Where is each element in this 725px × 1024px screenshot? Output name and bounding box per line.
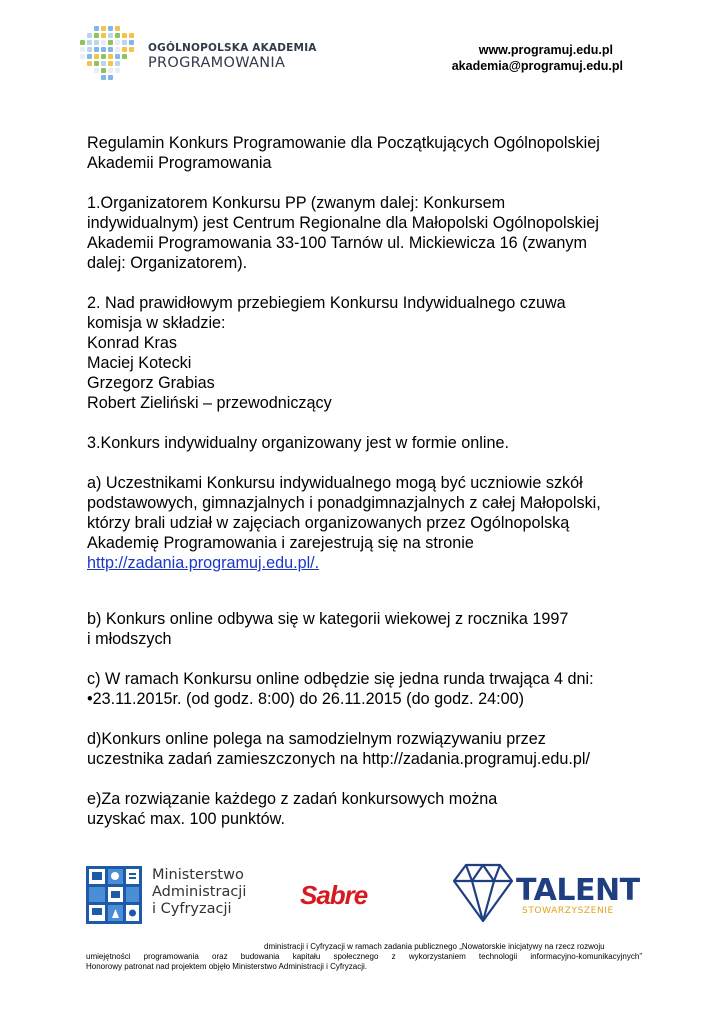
logo-tile [87, 61, 92, 66]
ministry-logo [86, 866, 256, 926]
logo-tile [80, 54, 85, 59]
sabre-wordmark: Sabre [300, 880, 368, 910]
regulations-text [87, 133, 647, 829]
logo-tile [101, 47, 106, 52]
doc-title: Akademii Programowania [87, 154, 272, 172]
committee-member: Maciej Kotecki [87, 354, 192, 372]
logo-subtitle: PROGRAMOWANIA [148, 55, 286, 71]
logo-tile [101, 61, 106, 66]
date-range: 23.11.2015r. (od godz. 8:00) do 26.11.2015 (do godz. 24:00) [92, 690, 525, 708]
funding-note-line: dministracji i Cyfryzacji w ramach zadania publicznego „Nowatorskie inicjatywy na rzecz rozwoju [264, 942, 605, 951]
logo-tile [94, 26, 99, 31]
logo-tile [108, 40, 113, 45]
logo-tile [129, 33, 134, 38]
logo-tile [94, 33, 99, 38]
paragraph-3: 3.Konkurs indywidualny organizowany jest w formie online. [87, 434, 509, 452]
logo-tile [94, 61, 99, 66]
logo-tile [115, 68, 120, 73]
point-a: Akademię Programowania i zarejestrują się na stronie [87, 534, 474, 552]
ministry-name: i Cyfryzacji [152, 901, 232, 917]
paragraph-1: dalej: Organizatorem). [87, 254, 248, 272]
point-c: c) W ramach Konkursu online odbędzie się jedna runda trwająca 4 dni: [87, 670, 594, 688]
logo-tile [108, 75, 113, 80]
logo-tile [87, 40, 92, 45]
paragraph-1: Akademii Programowania 33-100 Tarnów ul. Mickiewicza 16 (zwanym [87, 234, 587, 252]
committee-member: Grzegorz Grabias [87, 374, 215, 392]
tasks-link[interactable]: http://zadania.programuj.edu.pl/. [87, 554, 320, 572]
logo-tile [122, 40, 127, 45]
talent-wordmark: TALENT [516, 873, 640, 908]
logo-tile [94, 47, 99, 52]
funding-note-line: umiejętności programowania oraz budowania kapitału społecznego z wykorzystaniem technologii informacyjno-komunikacyjnych” [86, 952, 642, 961]
logo-tile [115, 33, 120, 38]
paragraph-1: indywidualnym) jest Centrum Regionalne dla Małopolski Ogólnopolskiej [87, 214, 599, 232]
logo-tile [115, 61, 120, 66]
logo-tile [129, 47, 134, 52]
point-b: b) Konkurs online odbywa się w kategorii wiekowej z rocznika 1997 [87, 610, 569, 628]
logo-tile [94, 68, 99, 73]
point-a: którzy brali udział w zajęciach organizowanych przez Ogólnopolską [87, 514, 570, 532]
contact-block [451, 42, 623, 74]
logo-tile [122, 33, 127, 38]
logo-tile [101, 33, 106, 38]
bullet: • [87, 690, 93, 708]
logo-tile [115, 26, 120, 31]
sabre-logo [300, 880, 390, 910]
point-e: uzyskać max. 100 punktów. [87, 810, 285, 828]
point-a: podstawowych, gimnazjalnych i ponadgimnazjalnych z całej Małopolski, [87, 494, 601, 512]
paragraph-2: 2. Nad prawidłowym przebiegiem Konkursu Indywidualnego czuwa [87, 294, 566, 312]
logo-tile [129, 40, 134, 45]
website-link[interactable]: www.programuj.edu.pl [478, 43, 613, 57]
academy-logo-icon [80, 26, 136, 84]
point-a: a) Uczestnikami Konkursu indywidualnego mogą być uczniowie szkół [87, 474, 583, 492]
logo-tile [108, 26, 113, 31]
logo-tile [101, 26, 106, 31]
point-b: i młodszych [87, 630, 172, 648]
doc-title: Regulamin Konkurs Programowanie dla Początkujących Ogólnopolskiej [87, 134, 600, 152]
logo-tile [87, 47, 92, 52]
logo-tile [94, 54, 99, 59]
logo-tile [87, 54, 92, 59]
paragraph-1: 1.Organizatorem Konkursu PP (zwanym dalej: Konkursem [87, 194, 506, 212]
talent-logo [452, 859, 642, 925]
academy-logo [80, 26, 330, 88]
talent-subtitle: STOWARZYSZENIE [522, 906, 614, 916]
committee-member: Konrad Kras [87, 334, 177, 352]
point-d: d)Konkurs online polega na samodzielnym rozwiązywaniu przez [87, 730, 546, 748]
logo-tile [108, 33, 113, 38]
logo-tile [108, 47, 113, 52]
ministry-name: Ministerstwo [152, 867, 244, 883]
logo-tile [122, 47, 127, 52]
logo-tile [108, 61, 113, 66]
logo-tile [122, 54, 127, 59]
logo-tile [101, 54, 106, 59]
logo-tile [80, 40, 85, 45]
committee-member: Robert Zieliński – przewodniczący [87, 394, 332, 412]
logo-tile [101, 40, 106, 45]
logo-tile [115, 47, 120, 52]
logo-tile [87, 33, 92, 38]
email-link[interactable]: akademia@programuj.edu.pl [451, 59, 623, 73]
diamond-icon [452, 859, 514, 925]
point-d: uczestnika zadań zamieszczonych na http://zadania.programuj.edu.pl/ [87, 750, 590, 768]
logo-tile [115, 40, 120, 45]
logo-tile [94, 40, 99, 45]
funding-note-line: Honorowy patronat nad projektem objęło Ministerstwo Administracji i Cyfryzacji. [86, 962, 367, 971]
ministry-name: Administracji [152, 884, 247, 900]
logo-tile [101, 68, 106, 73]
funding-note [86, 942, 642, 972]
logo-tile [108, 54, 113, 59]
logo-tile [108, 68, 113, 73]
point-c-date [87, 689, 647, 709]
logo-title: OGÓLNOPOLSKA AKADEMIA [148, 42, 317, 54]
logo-tile [101, 75, 106, 80]
paragraph-2: komisja w składzie: [87, 314, 226, 332]
logo-tile [115, 54, 120, 59]
point-e: e)Za rozwiązanie każdego z zadań konkursowych można [87, 790, 498, 808]
ministry-icon [86, 866, 142, 924]
logo-tile [80, 47, 85, 52]
